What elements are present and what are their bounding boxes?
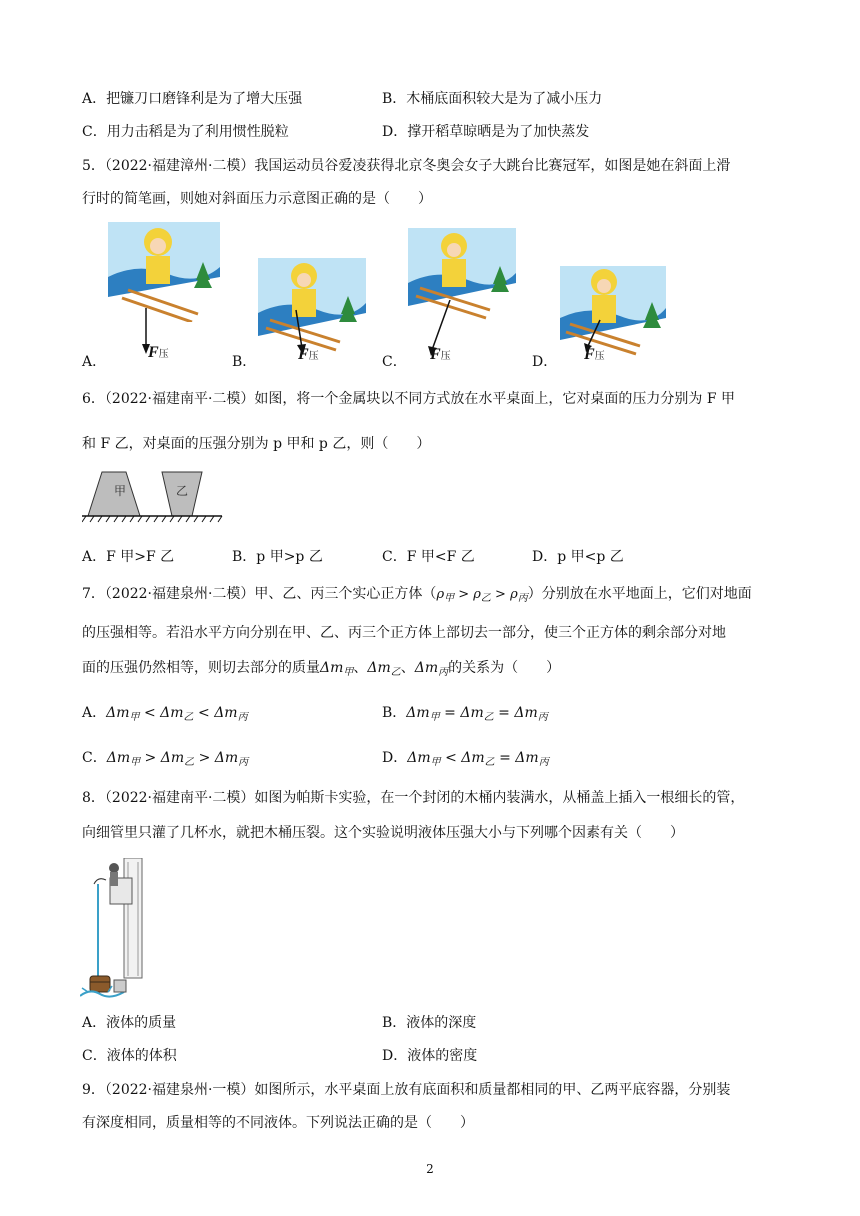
q8-figure-pascal-barrel bbox=[80, 858, 162, 1000]
q5-option-a: A． bbox=[82, 354, 107, 370]
q6-option-a: A．F 甲>F 乙 bbox=[82, 549, 175, 565]
page-number: 2 bbox=[426, 1162, 434, 1176]
q5-force-label-d: F压 bbox=[584, 346, 605, 363]
q7-option-b: B．$\Delta m_甲 = \Delta m_乙 = \Delta m_丙$ bbox=[382, 705, 548, 723]
arrow-b bbox=[296, 310, 302, 348]
q5-force-label-c: F压 bbox=[430, 346, 451, 363]
q4-option-a: A．把镰刀口磨锋利是为了增大压强 bbox=[82, 91, 303, 107]
q8-option-a: A．液体的质量 bbox=[82, 1015, 177, 1031]
q6-figure-blocks bbox=[82, 470, 224, 526]
q4-option-c: C．用力击稻是为了利用惯性脱粒 bbox=[82, 124, 289, 140]
q6-option-c: C．F 甲<F 乙 bbox=[382, 549, 475, 565]
q6-block-label-jia: 甲 bbox=[114, 484, 127, 498]
q8-option-c: C．液体的体积 bbox=[82, 1048, 177, 1064]
q7-option-a: A．$\Delta m_甲 < \Delta m_乙 < \Delta m_丙$ bbox=[82, 705, 248, 723]
q5-force-arrows bbox=[100, 300, 720, 370]
q7-stem-line1: 7．（2022·福建泉州·二模）甲、乙、丙三个实心正方体$(\rho_甲 > \rho_乙 > \rho_丙)$分别放在水平地面上，它们对地面 bbox=[82, 586, 752, 604]
q6-stem-line1: 6．（2022·福建南平·二模）如图，将一个金属块以不同方式放在水平桌面上，它对桌面的压力分别为 F 甲 bbox=[82, 391, 736, 407]
q7-stem-line3: 面的压强仍然相等，则切去部分的质量$\Delta m_甲$、$\Delta m_乙$、$\Delta m_丙$的关系为（ ） bbox=[82, 660, 561, 678]
q5-option-c: C． bbox=[382, 354, 407, 370]
q9-stem-line2: 有深度相同，质量相等的不同液体。下列说法正确的是（ ） bbox=[82, 1115, 474, 1131]
q6-option-d: D．p 甲<p 乙 bbox=[532, 549, 624, 565]
arrow-d bbox=[588, 320, 600, 346]
q6-option-b: B．p 甲>p 乙 bbox=[232, 549, 323, 565]
q8-option-d: D．液体的密度 bbox=[382, 1048, 478, 1064]
q4-option-d: D．撑开稻草晾晒是为了加快蒸发 bbox=[382, 124, 590, 140]
q8-option-b: B．液体的深度 bbox=[382, 1015, 477, 1031]
q8-stem-line2: 向细管里只灌了几杯水，就把木桶压裂。这个实验说明液体压强大小与下列哪个因素有关（ ） bbox=[82, 825, 684, 841]
q5-stem-line2: 行时的简笔画，则她对斜面压力示意图正确的是（ ） bbox=[82, 191, 432, 207]
arrow-c bbox=[432, 300, 450, 350]
q7-density-relation: $\rho_甲 > \rho_乙 > \rho_丙$ bbox=[436, 587, 528, 604]
q5-stem-line1: 5．（2022·福建漳州·二模）我国运动员谷爱凌获得北京冬奥会女子大跳台比赛冠军，如图是她在斜面上滑 bbox=[82, 158, 731, 174]
q5-option-d: D． bbox=[532, 354, 558, 370]
q7-option-d: D．$\Delta m_甲 < \Delta m_乙 = \Delta m_丙$ bbox=[382, 750, 549, 768]
q5-force-label-a: F压 bbox=[148, 344, 169, 361]
q4-option-b: B．木桶底面积较大是为了减小压力 bbox=[382, 91, 603, 107]
q8-stem-line1: 8．（2022·福建南平·二模）如图为帕斯卡实验，在一个封闭的木桶内装满水，从桶盖上插入一根细长的管， bbox=[82, 790, 745, 806]
q7-option-c: C．$\Delta m_甲 > \Delta m_乙 > \Delta m_丙$ bbox=[82, 750, 249, 768]
q6-block-label-yi: 乙 bbox=[176, 484, 189, 498]
q7-stem-line2: 的压强相等。若沿水平方向分别在甲、乙、丙三个正方体上部切去一部分，使三个正方体的剩余部分对地 bbox=[82, 625, 726, 641]
q9-stem-line1: 9．（2022·福建泉州·一模）如图所示，水平桌面上放有底面积和质量都相同的甲、乙两平底容器，分别装 bbox=[82, 1082, 731, 1098]
q5-option-b: B． bbox=[232, 354, 257, 370]
q5-force-label-b: F压 bbox=[298, 346, 319, 363]
q6-stem-line2: 和 F 乙，对桌面的压强分别为 p 甲和 p 乙，则（ ） bbox=[82, 436, 431, 452]
